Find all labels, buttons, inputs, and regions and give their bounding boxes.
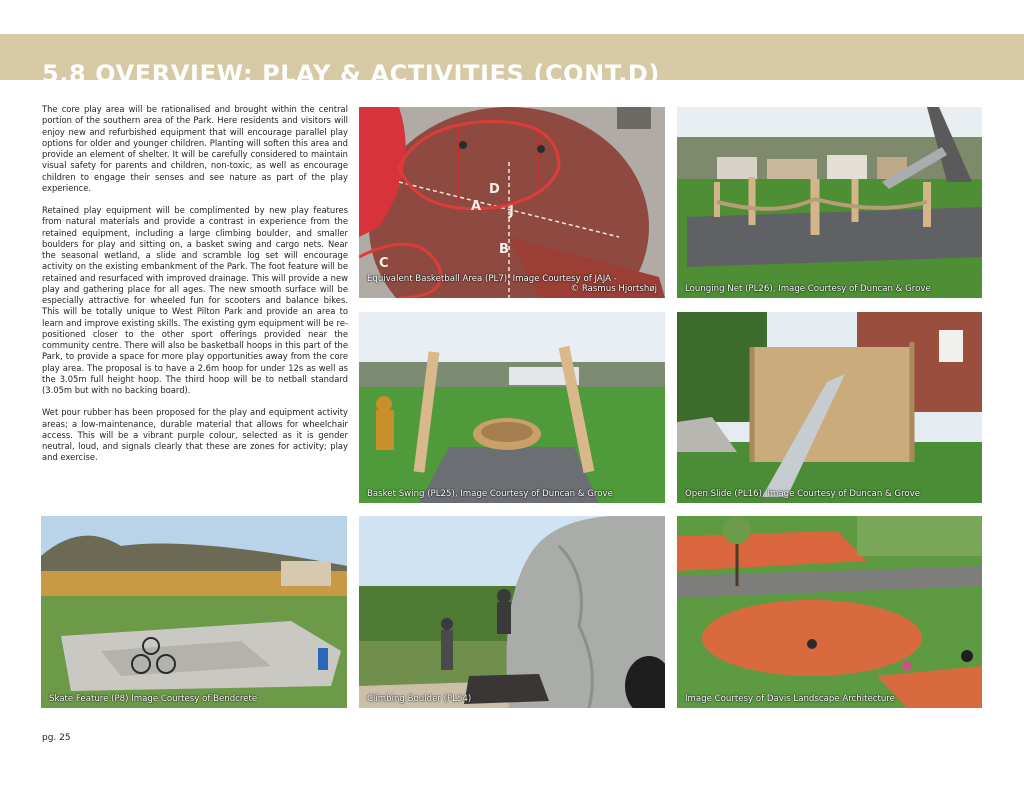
photo-basket-swing (359, 312, 665, 503)
court-letter: J (509, 204, 514, 219)
caption-line: Equivalent Basketball Area (PL7), Image Courtesy of JAJA - (367, 274, 617, 284)
open-slide-image (677, 312, 982, 503)
climbing-boulder-image (359, 516, 665, 708)
photo-lounging-net (677, 107, 982, 298)
davis-landscape-image (677, 516, 982, 708)
court-letter: D (489, 182, 500, 197)
photo-caption: Open Slide (PL16), Image Courtesy of Duncan & Grove (685, 489, 921, 499)
basketball-area-image (359, 107, 665, 298)
photo-climbing-boulder (359, 516, 665, 708)
photo-caption: Basket Swing (PL25), Image Courtesy of Duncan & Grove (367, 489, 613, 499)
photo-caption: Lounging Net (PL26), Image Courtesy of Duncan & Grove (685, 284, 931, 294)
photo-caption (367, 274, 657, 294)
photo-open-slide (677, 312, 982, 503)
page-title: 5.8 OVERVIEW: PLAY & ACTIVITIES (CONT.D) (42, 60, 660, 88)
photo-caption: Image Courtesy of Davis Landscape Architecture (685, 694, 895, 704)
paragraph: Retained play equipment will be complimented by new play features from natural materials and provide a contrast in experience from the retained equipment, including a large climbing boulder, and smaller boulders for play and sitting on, a basket swing and cargo nets. Near the seasonal wetland, a slide and scramble log set will encourage activity on the existing embankment of the Park. The foot feature will be retained and resurfaced with improved drainage. This will provide a new play and gathering place for all ages. The new smooth surface will be especially attractive for wheeled fun for scooters and balance bikes. This will be totally unique to West Pilton Park and provide an area to learn and improve existing skills. The existing gym equipment will be re-positioned closer to the other sport offerings provided near the community centre. There will also be basketball hoops in this part of the Park, to provide a space for more play opportunities away from the core play area. The proposal is to have a 2.6m hoop for under 12s as well as the 3.05m full height hoop. The third hoop will be to netball standard (3.05m but with no backing board). (42, 205, 348, 395)
photo-caption: Climbing Boulder (PL54) (367, 694, 472, 704)
paragraph: Wet pour rubber has been proposed for the play and equipment activity areas; a low-maintenance, durable material that allows for wheelchair access. This will be a vibrant purple colour, selected as it is gender neutral, loud, and signals clearly that these are zones for activity; play and exercise. (42, 407, 348, 463)
skate-feature-image (41, 516, 347, 708)
body-text (42, 104, 348, 475)
photo-basketball-area (359, 107, 665, 298)
court-letter: B (499, 242, 509, 257)
court-letter: A (471, 199, 482, 214)
court-letter: C (379, 256, 389, 271)
photo-skate-feature (41, 516, 347, 708)
photo-davis-landscape (677, 516, 982, 708)
caption-line: © Rasmus Hjortshøj (570, 284, 657, 294)
paragraph: The core play area will be rationalised and brought within the central portion of the southern area of the Park. Here residents and visitors will enjoy new and refurbished equipment that will encourage parallel play options for older and younger children. Planting will soften this area and provide an element of shelter. It will be carefully considered to maintain visual safety for parents and children, non-toxic, as well as encourage children to engage their senses and see nature as part of the play experience. (42, 104, 348, 193)
basket-swing-image (359, 312, 665, 503)
page-number: pg. 25 (42, 733, 71, 743)
lounging-net-image (677, 107, 982, 298)
photo-caption: Skate Feature (P8) Image Courtesy of Bendcrete (49, 694, 258, 704)
